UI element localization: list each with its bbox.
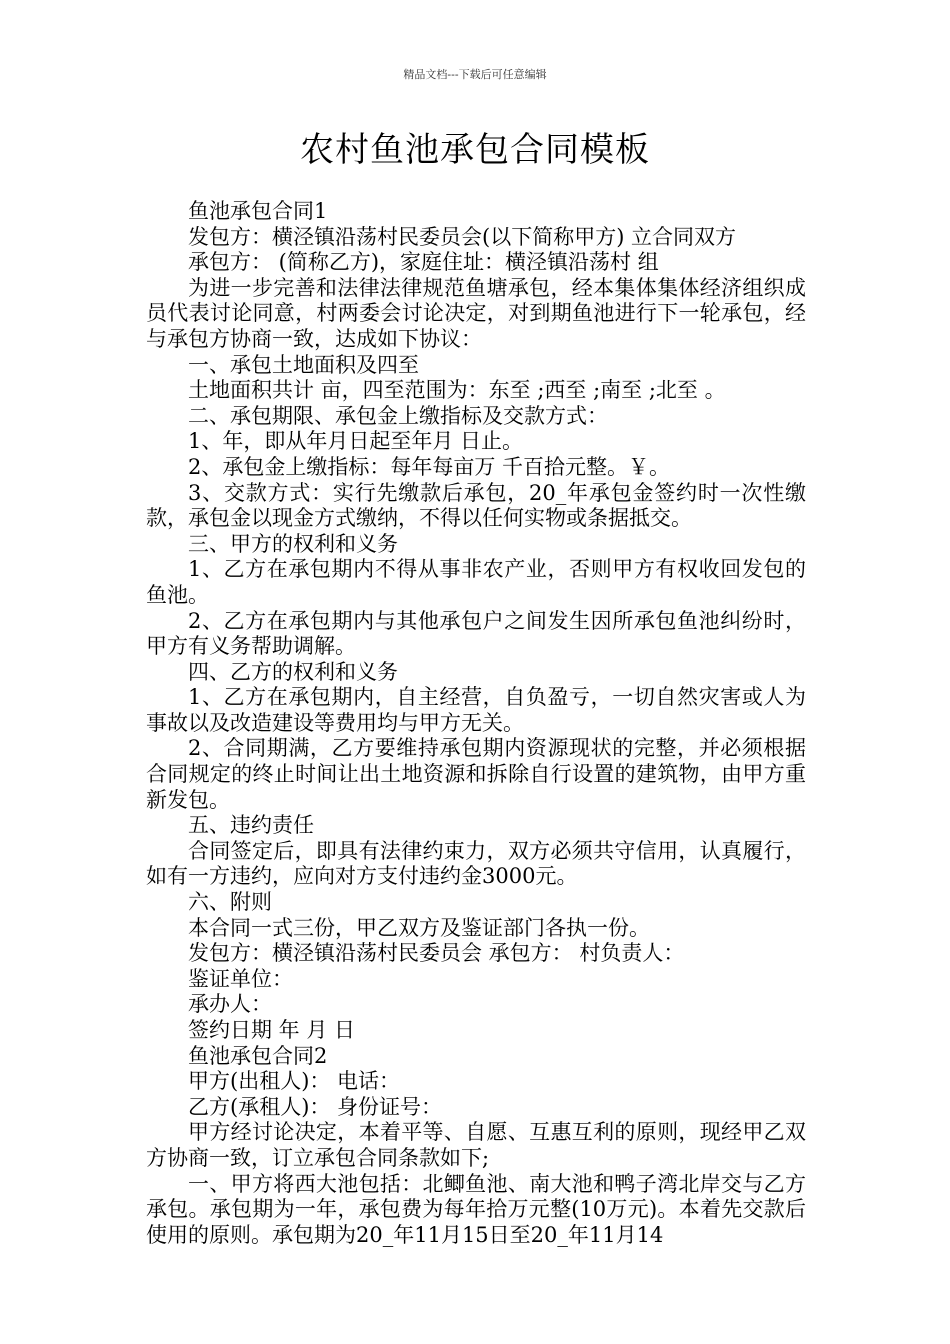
paragraph: 鱼池承包合同2 [188,1043,328,1068]
paragraph: 签约日期 年 月 日 [188,1018,356,1042]
paragraph: 六、附则 [188,890,272,915]
paragraph: 2、乙方在承包期内与其他承包户之间发生因所承包鱼池纠纷时，甲方有义务帮助调解。 [146,608,806,659]
paragraph: 甲方经讨论决定，本着平等、自愿、互惠互利的原则，现经甲乙双方协商一致，订立承包合同条款如下; [146,1120,806,1170]
document-body [146,199,806,1248]
paragraph: 合同签定后，即具有法律约束力，双方必须共守信用，认真履行，如有一方违约，应向对方支付违约金3000元。 [146,838,806,889]
paragraph: 一、承包土地面积及四至 [188,352,419,377]
paragraph: 四、乙方的权利和义务 [188,659,398,684]
paragraph: 鱼池承包合同1 [188,199,328,223]
paragraph: 2、承包金上缴指标：每年每亩万 千百拾元整。￥。 [188,454,671,479]
paragraph: 土地面积共计 亩，四至范围为：东至 ;西至 ;南至 ;北至 。 [188,378,726,403]
paragraph: 二、承包期限、承包金上缴指标及交款方式： [188,403,608,428]
paragraph: 2、合同期满，乙方要维持承包期内资源现状的完整，并必须根据合同规定的终止时间让出土地资源和拆除自行设置的建筑物，由甲方重新发包。 [146,736,806,812]
paragraph: 发包方：横泾镇沿荡村民委员会(以下简称甲方) 立合同双方 [188,224,737,249]
header-note: 精品文档---下载后可任意编辑 [403,68,547,81]
paragraph: 发包方：横泾镇沿荡村民委员会 承包方： 村负责人： [188,941,685,966]
paragraph: 承办人： [188,992,272,1017]
paragraph: 五、违约责任 [188,813,314,838]
paragraph: 为进一步完善和法律法律规范鱼塘承包，经本集体集体经济组织成员代表讨论同意，村两委会讨论决定，对到期鱼池进行下一轮承包，经与承包方协商一致，达成如下协议： [146,275,806,351]
paragraph: 承包方： (简称乙方)，家庭住址：横泾镇沿荡村 组 [188,250,659,275]
document-title: 农村鱼池承包合同模板 [300,130,650,170]
paragraph: 甲方(出租人)： 电话： [188,1069,401,1094]
paragraph: 一、甲方将西大池包括：北鲫鱼池、南大池和鸭子湾北岸交与乙方承包。承包期为一年，承包费为每年拾万元整(10万元)。本着先交款后使用的原则。承包期为20_年11月15日至20_年11月14 [146,1171,806,1247]
paragraph: 鉴证单位： [188,966,293,991]
paragraph: 本合同一式三份，甲乙双方及鉴证部门各执一份。 [188,915,650,940]
paragraph: 1、年，即从年月日起至年月 日止。 [188,429,524,454]
paragraph: 3、交款方式：实行先缴款后承包，20_年承包金签约时一次性缴款，承包金以现金方式缴纳，不得以任何实物或条据抵交。 [146,480,806,531]
paragraph: 1、乙方在承包期内，自主经营，自负盈亏，一切自然灾害或人为事故以及改造建设等费用均与甲方无关。 [146,685,806,735]
paragraph: 三、甲方的权利和义务 [188,531,398,556]
paragraph: 1、乙方在承包期内不得从事非农产业，否则甲方有权收回发包的鱼池。 [146,557,806,607]
paragraph: 乙方(承租人)： 身份证号： [188,1094,443,1119]
